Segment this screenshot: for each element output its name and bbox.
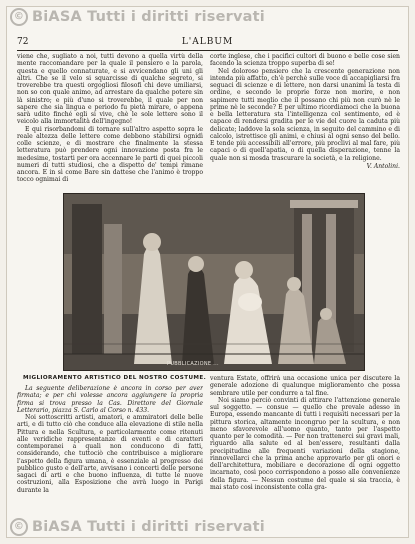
engraving-illustration <box>63 193 365 371</box>
text-paragraph: E qui risorbandomi di tornare sull'altro aspetto sopra le reale altezza delle lettere come debbono stabilirsi ognidì colle scienze, e di mostrare che finalmente la stessa letteratura può prendere ogni innovazione posta fra le medesime, tostarti per ora accennare le parti di quei piccoli numeri di tutti studiosi, che a dispetto de' tempi rimane ancora. E in sì come Bare sin dattese che l'animo è troppo tocco ognimai di <box>17 125 203 184</box>
watermark-bottom <box>10 518 265 536</box>
top-right-column <box>210 53 400 191</box>
text-paragraph: corte inglese, che i pacifici cultori di buono e belle cose sien facendo la scienza troppo superba di se! <box>210 53 400 68</box>
bottom-left-column <box>17 385 203 535</box>
watermark-top <box>10 8 265 26</box>
engraving-credit: PUBBLICAZIONE ... <box>167 361 219 367</box>
watermark-text: BiASA Tutti i diritti riservati <box>32 519 265 535</box>
text-paragraph: Nel doloroso pensiero che la crescente generazione non intenda più affatto, ch'è perchè sulle voce di accapigliarsi fra seguaci di scienze e di lettere, non darsi unanimi la testa di ordine, e secondo le proprie forze non morire, e non sapimere tutti meglio che il possano chi più non curò nè le prime nè le seconde? E per ultimo ricordiamoci che la buona e bella letteratura sta l'intelligenza col sentimento, ed è capace di rendersi gradita per le vie del cuore la caduta più delicate; laddove la sola scienza, in seguito del cammino e di calcolo, istrettisce gli animi, e chiusi al ogni senso del bello. E tende più accessibili all'errore, più proclivi al mal fare, più capaci o di quell'apatia, o di quella disperazione, tenne la quale non si mosda trascurare la società, e la religione. <box>210 67 400 162</box>
header-rule <box>17 50 398 51</box>
text-paragraph: ventura Estate, offrirà una occasione unica per discutere la generale adozione di qualunque miglioramento che possa sembrare utile per condurre a tal fine. <box>210 375 400 397</box>
intro-paragraph: La seguente deliberazione è ancora in corso per aver firmata; e per chi volesse ancora aggiungere la propria firma si trova presso la Cas. Direttore del Giornale Letterario, piazza S. Carlo al Corso n. 433. <box>17 385 203 414</box>
watermark-text: BiASA Tutti i diritti riservati <box>32 9 265 25</box>
journal-title: L'ALBUM <box>181 37 234 47</box>
illustration-caption: MIGLIORAMENTO ARTISTICO DEL NOSTRO COSTUME. <box>23 375 207 381</box>
author-signature: V. Antolini. <box>366 162 400 170</box>
page-number: 72 <box>17 37 29 47</box>
text-paragraph: Noi sottoscritti artisti, amatori, e ammiratori delle belle arti, e di tutto ciò che conduce alla elevazione di stile nella Pittura e nella Scultura, e particolarmente come ritenuti alle veridiche rappresentanze di eventi e di caratteri contemporanei a quali non conducono di fatti, considerando, che tuttociò che contribuisce a migliorare l'aspetto della figura umana, è essenziale al progresso dei pubblico gusto e dell'arte, avvisano i concerti delle persone sagaci di arti e che buono influenza, di tutte le nuove costruzioni, alla Esposizione che avrà luogo in Parigi durante la <box>17 414 203 494</box>
bottom-right-column <box>210 375 400 533</box>
newspaper-page <box>6 6 409 538</box>
page-header <box>17 37 398 49</box>
text-paragraph: viene che, sugliato a noi, tutti devono a quella virtù della mente raccomandare per la quale il pensiero e la parola, questa e quello connaturate, e si avvicendano gli uni gli altri. Che se il velo si squarcisse di qualche segreto, si troverebbe tra questi orgogliosi filosofi chi deve umiliarsi, non so con quale animo, ad arrestare da qualche potere sin là sinistro; e più d'uno si troverebbe, il quale per non sapere che sia lingua e periodo fu pietà mirare, o appena sarà udito finché egli si vive, chè le sole lettere sono il veicolo alla immortalità dell'ingegno! <box>17 53 203 126</box>
copyright-icon: © <box>10 518 28 536</box>
engraving-drawing <box>64 194 364 370</box>
text-paragraph: Noi siamo perciò convinti di attirare l'attenzione generale sul soggetto. — consue — quello che prevale adesso in Europa, essendo mancante di tutti i requisiti necessari per la pittura storica, altamente incongruo per la scultura, e non meno sfavorevole all'uomo quanto, tanto per l'aspetto quanto per le comodità. — Per non trattenerci sui gravi mali, riguardo alla salute ed al ben'essere, resultanti dalla precipitudine alle frequenti variazioni della stagione, rinnovellarci che la prima anche approvarlo per gli onori e dell'architettura, mobiliare e decorazione di ogni oggetto incarnato, così poco corrispondono a posso alle convenienze della figura. — Nessun costume del quale si sia traccia, è mai stato così inconsistente colla gra- <box>210 396 400 491</box>
copyright-icon: © <box>10 8 28 26</box>
top-left-column <box>17 53 203 189</box>
